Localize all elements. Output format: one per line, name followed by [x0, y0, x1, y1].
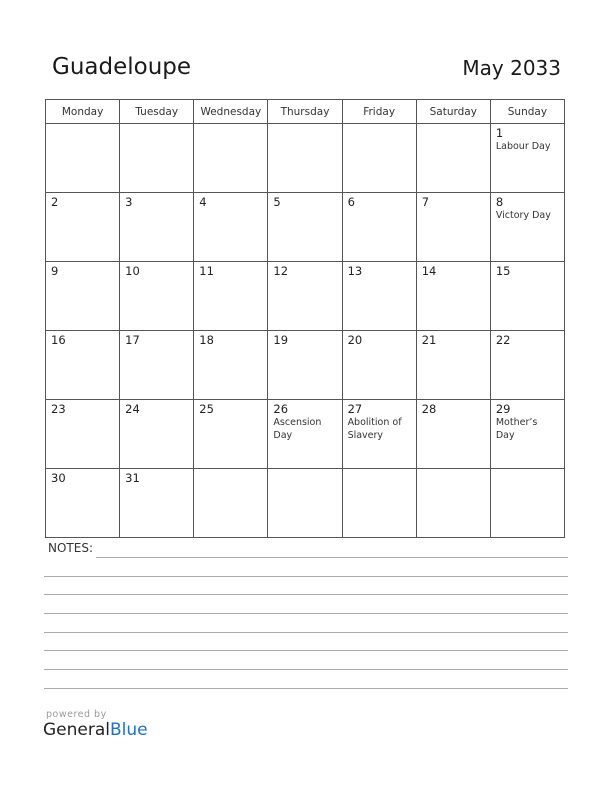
day-number: 16	[51, 333, 66, 347]
calendar-day-cell	[416, 469, 490, 538]
calendar-month: May 2033	[462, 56, 561, 80]
calendar-day-cell	[194, 124, 268, 193]
calendar-day-cell	[268, 124, 342, 193]
calendar-week-row	[46, 193, 565, 262]
calendar-day-cell	[46, 124, 120, 193]
weekday-friday: Friday	[342, 100, 416, 124]
calendar-week-row	[46, 400, 565, 469]
calendar-day-cell	[342, 469, 416, 538]
day-number: 27	[347, 402, 363, 416]
calendar-day-cell	[490, 262, 564, 331]
holiday-label: Mother’s Day	[495, 417, 538, 441]
day-number: 21	[421, 333, 437, 347]
calendar-day-cell	[416, 124, 490, 193]
calendar-day-cell	[342, 331, 416, 400]
weekday-wednesday: Wednesday	[194, 100, 268, 124]
day-number: 12	[273, 264, 289, 278]
holiday-label: Abolition of Slavery	[347, 417, 402, 441]
holiday-label: Ascension Day	[273, 417, 322, 441]
calendar-day-cell	[490, 469, 564, 538]
notes-line	[44, 669, 568, 670]
calendar-day-cell	[46, 262, 120, 331]
calendar-day-cell	[268, 262, 342, 331]
weekday-monday: Monday	[46, 100, 120, 124]
day-number: 14	[421, 264, 437, 278]
calendar-day-cell	[120, 331, 194, 400]
notes-label: NOTES:	[48, 541, 93, 555]
day-number: 4	[199, 195, 207, 209]
notes-line	[44, 594, 568, 595]
calendar-day-cell	[46, 331, 120, 400]
day-number: 19	[273, 333, 289, 347]
day-number: 9	[51, 264, 59, 278]
day-number: 3	[125, 195, 133, 209]
day-number: 24	[125, 402, 140, 416]
day-number: 28	[421, 402, 437, 416]
calendar-day-cell	[120, 193, 194, 262]
calendar-day-cell	[46, 400, 120, 469]
calendar-week-row	[46, 262, 565, 331]
calendar-day-cell	[268, 331, 342, 400]
day-number: 6	[347, 195, 355, 209]
day-number: 26	[273, 402, 289, 416]
calendar-day-cell	[416, 331, 490, 400]
day-number: 20	[347, 333, 363, 347]
day-number: 31	[125, 471, 140, 485]
calendar-grid	[45, 99, 565, 538]
day-number: 5	[273, 195, 281, 209]
day-number: 25	[199, 402, 214, 416]
generalblue-logo[interactable]	[43, 720, 148, 740]
day-number: 11	[199, 264, 214, 278]
calendar-day-cell	[194, 400, 268, 469]
calendar-week-row	[46, 124, 565, 193]
calendar-day-cell	[342, 400, 416, 469]
holiday-label: Victory Day	[495, 210, 551, 221]
weekday-sunday: Sunday	[490, 100, 564, 124]
calendar-day-cell	[194, 331, 268, 400]
day-number: 8	[495, 195, 504, 209]
calendar-week-row	[46, 331, 565, 400]
weekday-tuesday: Tuesday	[120, 100, 194, 124]
calendar-day-cell	[490, 124, 564, 193]
calendar-day-cell	[194, 469, 268, 538]
calendar-day-cell	[416, 193, 490, 262]
notes-line	[96, 557, 568, 558]
notes-line	[44, 632, 568, 633]
calendar-day-cell	[342, 262, 416, 331]
weekday-thursday: Thursday	[268, 100, 342, 124]
calendar-day-cell	[194, 193, 268, 262]
calendar-day-cell	[416, 400, 490, 469]
day-number: 2	[51, 195, 59, 209]
calendar-day-cell	[268, 193, 342, 262]
weekday-saturday: Saturday	[416, 100, 490, 124]
calendar-day-cell	[342, 124, 416, 193]
calendar-day-cell	[120, 124, 194, 193]
calendar-day-cell	[120, 469, 194, 538]
day-number: 29	[495, 402, 511, 416]
calendar-day-cell	[416, 262, 490, 331]
calendar-day-cell	[46, 193, 120, 262]
calendar-day-cell	[268, 400, 342, 469]
calendar-day-cell	[120, 262, 194, 331]
notes-line	[44, 576, 568, 577]
brand-blue: Blue	[110, 720, 148, 740]
day-number: 1	[495, 126, 504, 140]
day-number: 18	[199, 333, 214, 347]
calendar-day-cell	[490, 193, 564, 262]
calendar-day-cell	[490, 400, 564, 469]
day-number: 23	[51, 402, 66, 416]
day-number: 30	[51, 471, 66, 485]
calendar-day-cell	[268, 469, 342, 538]
weekday-header-row	[46, 100, 565, 124]
day-number: 13	[347, 264, 363, 278]
calendar-day-cell	[194, 262, 268, 331]
notes-line	[44, 688, 568, 689]
calendar-day-cell	[342, 193, 416, 262]
calendar-week-row	[46, 469, 565, 538]
calendar-title: Guadeloupe	[52, 54, 192, 80]
holiday-label: Labour Day	[495, 141, 551, 152]
day-number: 15	[495, 264, 511, 278]
day-number: 7	[421, 195, 430, 209]
brand-general: General	[43, 720, 110, 740]
powered-by-text: powered by	[46, 709, 107, 720]
calendar-day-cell	[120, 400, 194, 469]
notes-line	[44, 650, 568, 651]
day-number: 10	[125, 264, 140, 278]
notes-line	[44, 613, 568, 614]
calendar-day-cell	[46, 469, 120, 538]
calendar-day-cell	[490, 331, 564, 400]
day-number: 17	[125, 333, 140, 347]
day-number: 22	[495, 333, 511, 347]
